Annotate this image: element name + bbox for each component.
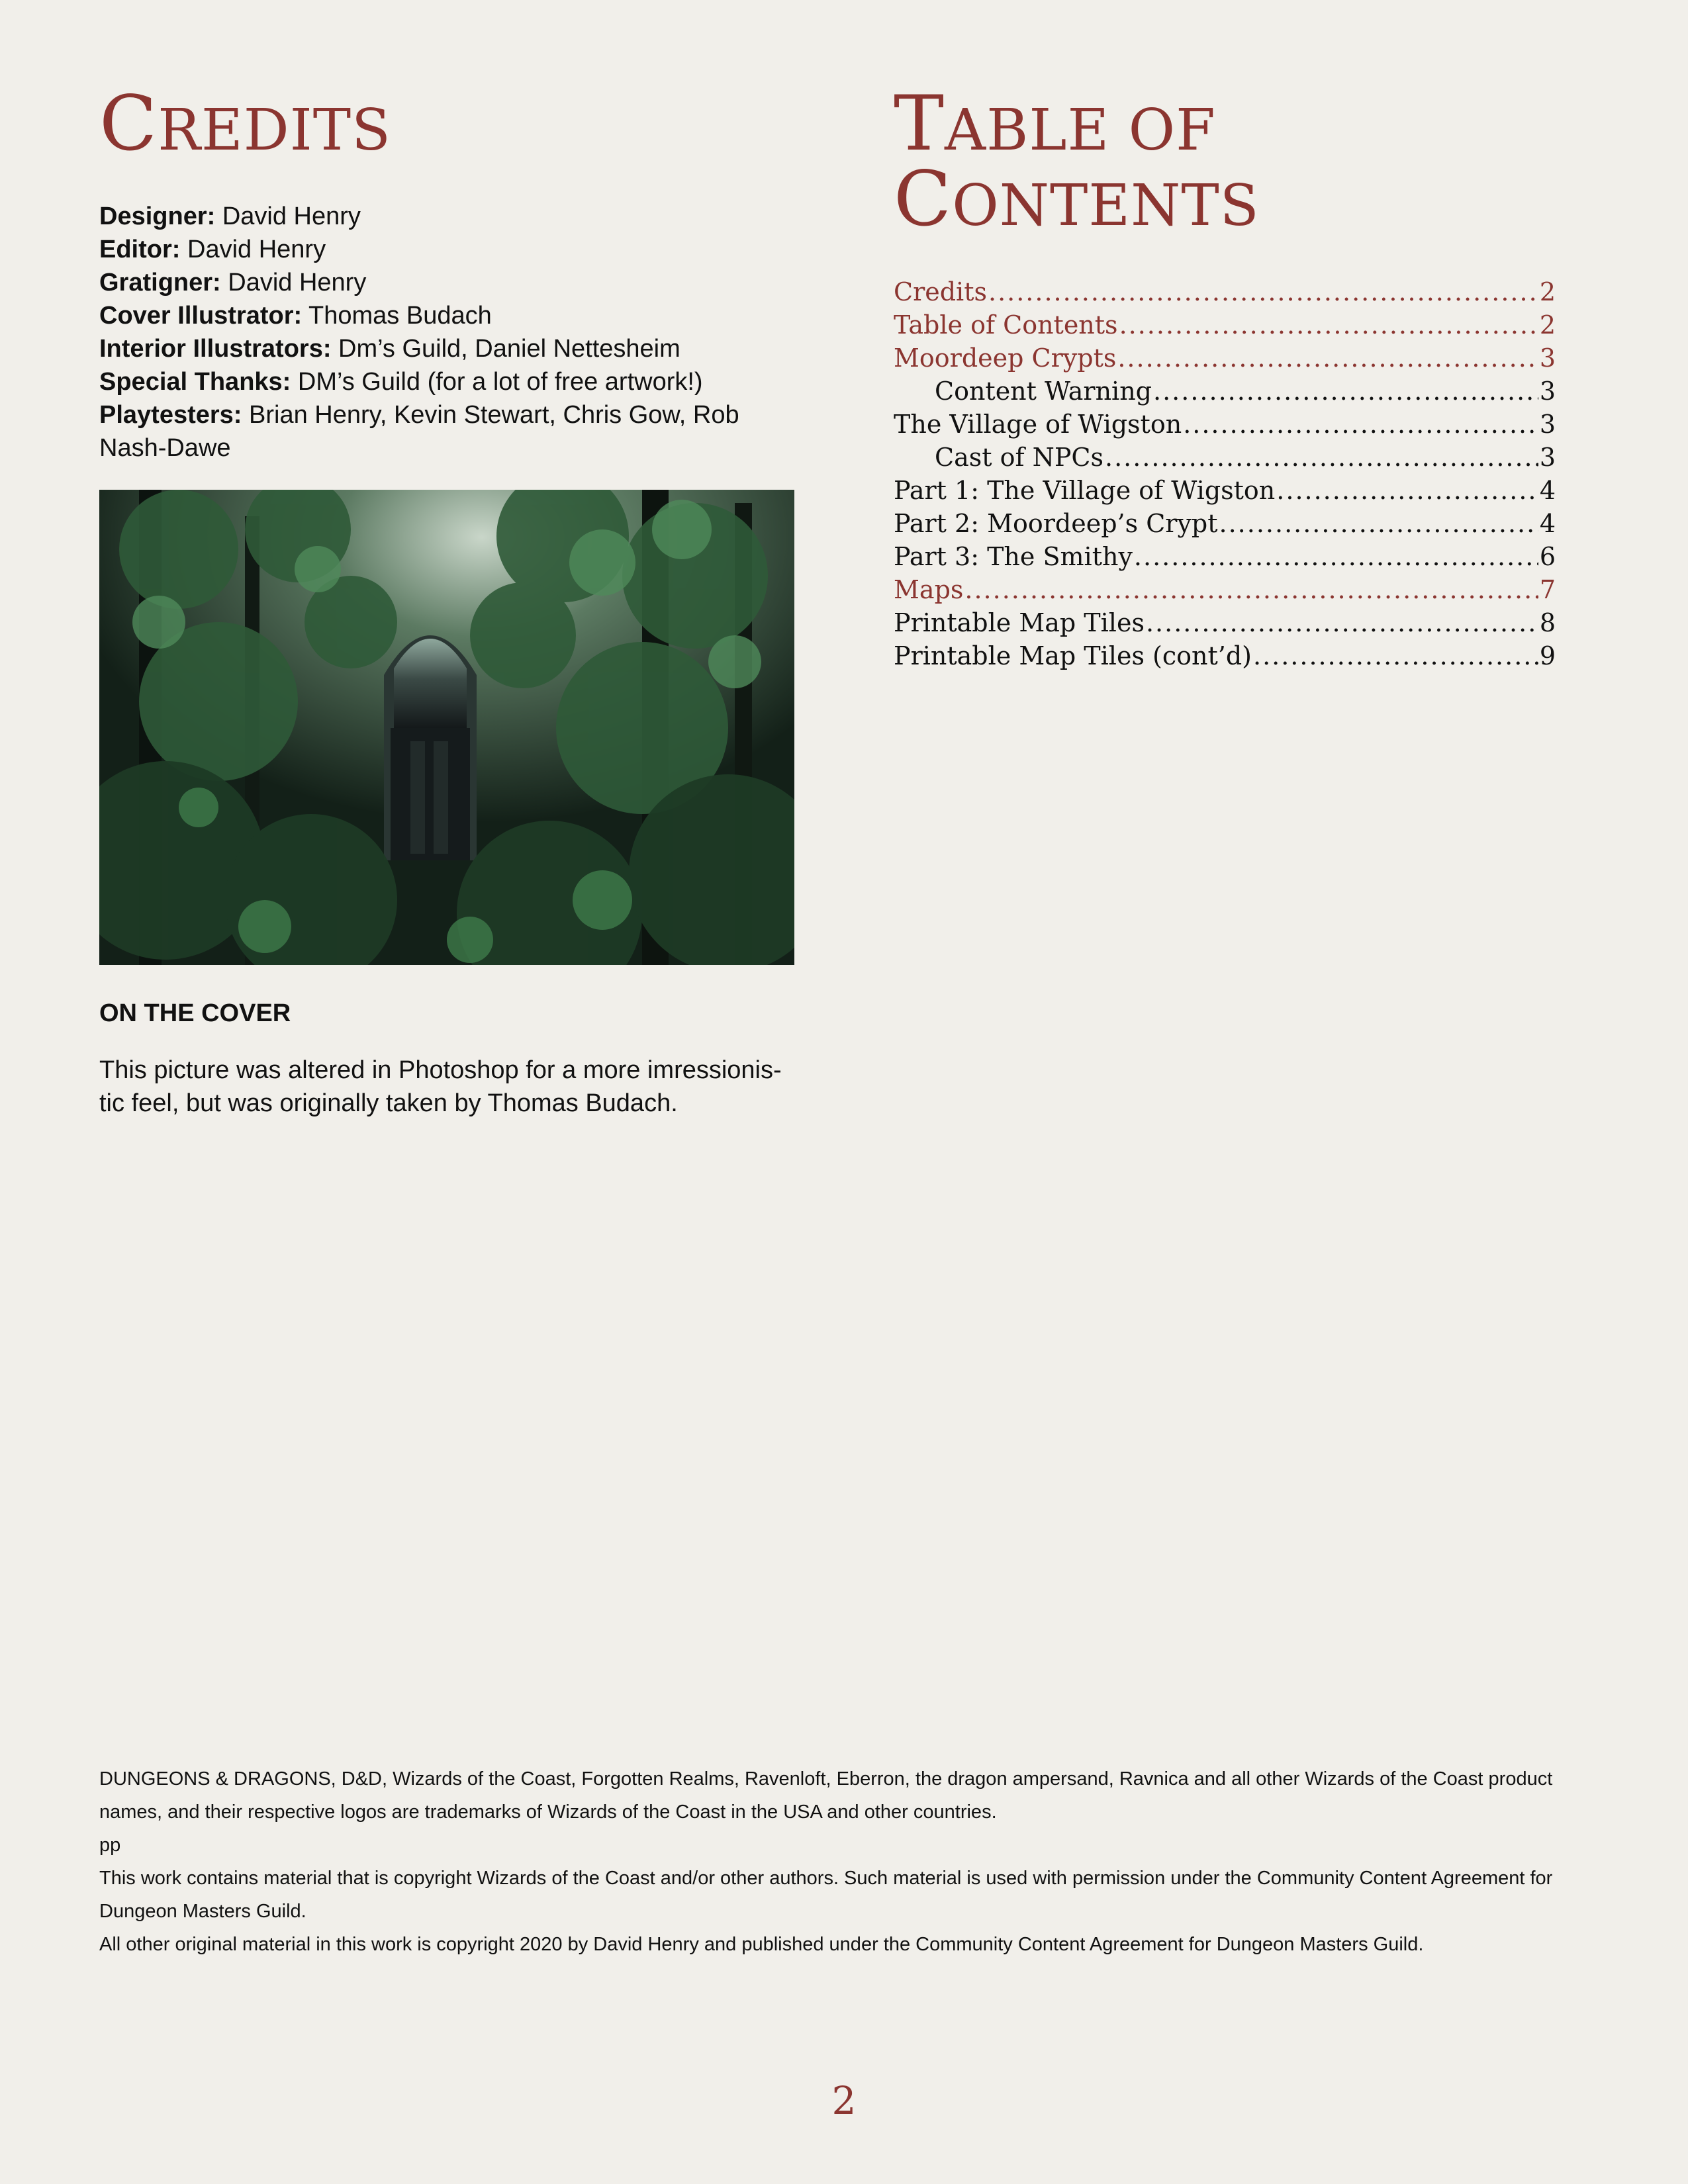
credit-playtesters: Playtesters: Brian Henry, Kevin Stewart, Chris Gow, Rob Nash-Dawe: [99, 401, 739, 462]
toc-entry-moordeep-crypts[interactable]: Moordeep Crypts ..... 3: [894, 341, 1556, 375]
toc-entry-printable-map-tiles-contd[interactable]: Printable Map Tiles (cont’d) ..... 9: [894, 639, 1556, 672]
credit-designer: Designer: David Henry: [99, 203, 361, 230]
page-number: 2: [831, 2078, 857, 2123]
credit-special-thanks: Special Thanks: DM’s Guild (for a lot of free artwork!): [99, 368, 703, 396]
credits-column: [99, 79, 794, 1120]
toc-list: [894, 275, 1556, 672]
legal-copyright-author: All other original material in this work is copyright 2020 by David Henry and published under the Community Content Agreement for Dungeon Masters Guild.: [99, 1934, 1424, 1955]
toc-leader: [1276, 474, 1538, 507]
toc-leader: [1134, 540, 1538, 573]
cover-photo: [99, 490, 794, 965]
toc-entry-cast-of-npcs[interactable]: Cast of NPCs ..... 3: [894, 441, 1556, 474]
toc-entry-credits[interactable]: Credits ..... 2: [894, 275, 1556, 308]
toc-entry-part-1[interactable]: Part 1: The Village of Wigston ..... 4: [894, 474, 1556, 507]
toc-entry-content-warning[interactable]: Content Warning ..... 3: [894, 375, 1556, 408]
toc-leader: [1117, 341, 1538, 375]
toc-entry-printable-map-tiles[interactable]: Printable Map Tiles ..... 8: [894, 606, 1556, 639]
toc-leader: [1153, 375, 1538, 408]
toc-leader: [1105, 441, 1538, 474]
credit-gratigner: Gratigner: David Henry: [99, 269, 367, 296]
toc-leader: [988, 275, 1538, 308]
toc-leader: [1183, 408, 1538, 441]
legal-copyright-wotc: This work contains material that is copyright Wizards of the Coast and/or other authors. Such material is used with permission under the Community Content Agreement for Dungeon Masters Guild.: [99, 1868, 1553, 1922]
toc-entry-maps[interactable]: Maps ..... 7: [894, 573, 1556, 606]
legal-pp: pp: [99, 1835, 121, 1856]
toc-title: TABLE OF CONTENTS: [894, 79, 1260, 243]
toc-entry-village-of-wigston[interactable]: The Village of Wigston ..... 3: [894, 408, 1556, 441]
legal-trademark: DUNGEONS & DRAGONS, D&D, Wizards of the Coast, Forgotten Realms, Ravenloft, Eberron, the dragon ampersand, Ravnica and all other Wizards of the Coast product names, and their respective logos are trademarks of Wizards of the Coast in the USA and other countries.: [99, 1768, 1553, 1823]
toc-entry-part-3[interactable]: Part 3: The Smithy ..... 6: [894, 540, 1556, 573]
cover-heading: ON THE COVER: [99, 999, 291, 1027]
credit-interior-illustrators: Interior Illustrators: Dm’s Guild, Daniel Nettesheim: [99, 335, 680, 363]
credits-title: CREDITS: [99, 79, 391, 167]
toc-entry-part-2[interactable]: Part 2: Moordeep’s Crypt ..... 4: [894, 507, 1556, 540]
toc-entry-table-of-contents[interactable]: Table of Contents ..... 2: [894, 308, 1556, 341]
legal-notice: [99, 1762, 1589, 1961]
toc-leader: [1219, 507, 1538, 540]
credit-cover-illustrator: Cover Illustrator: Thomas Budach: [99, 302, 492, 330]
toc-leader: [1119, 308, 1538, 341]
credits-list: [99, 200, 794, 465]
credit-editor: Editor: David Henry: [99, 236, 326, 263]
toc-leader: [1253, 639, 1538, 672]
cover-description: This picture was altered in Photoshop for a more imressionis-tic feel, but was originally taken by Thomas Budach.: [99, 1056, 782, 1117]
toc-leader: [1146, 606, 1538, 639]
toc-column: [894, 79, 1556, 672]
toc-leader: [964, 573, 1538, 606]
